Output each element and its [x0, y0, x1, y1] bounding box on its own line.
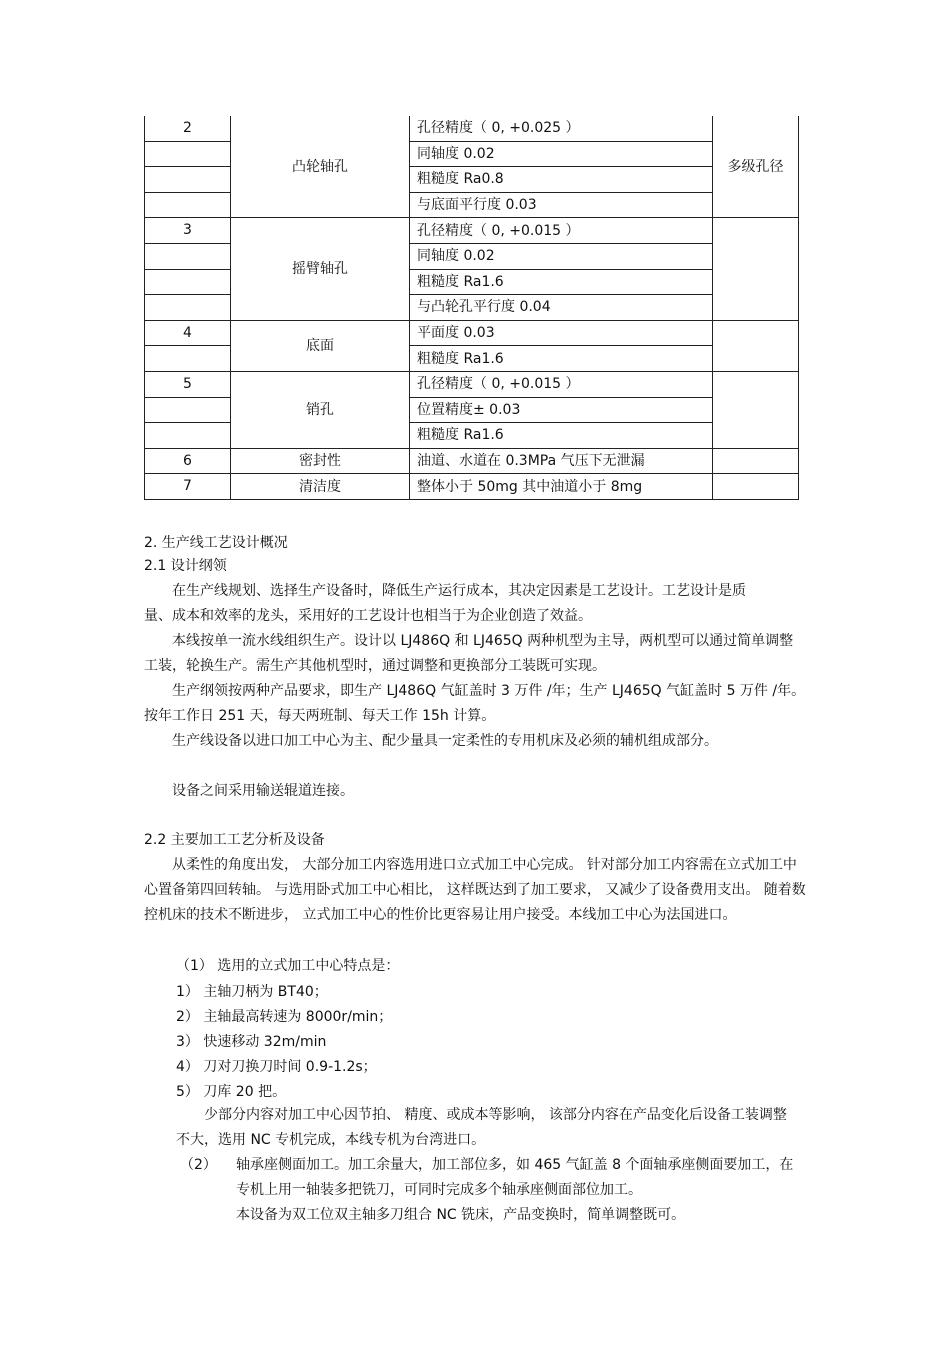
spec-table: [144, 116, 799, 500]
list-item: 4） 刀对刀换刀时间 0.9-1.2s；: [176, 1059, 377, 1075]
requirement: 与底面平行度 0.03: [410, 192, 713, 218]
requirement: 粗糙度 Ra1.6: [410, 423, 713, 449]
list-item: 5） 刀库 20 把。: [176, 1084, 287, 1100]
paragraph-bearing-seat: 轴承座侧面加工。加工余量大，加工部位多，如 465 气缸盖 8 个面轴承座侧面要加工，在专机上用一轴装多把铣刀，可同时完成多个轴承座侧面部位加工。: [236, 1157, 794, 1198]
table-row: [145, 448, 799, 474]
list-heading: （1） 选用的立式加工中心特点是：: [176, 958, 400, 974]
note: [713, 474, 799, 500]
table-row: [145, 371, 799, 397]
requirement: 孔径精度（ 0, +0.015 ）: [410, 371, 713, 397]
feature-name: 底面: [231, 320, 410, 371]
note: [713, 320, 799, 371]
requirement: 与凸轮孔平行度 0.04: [410, 295, 713, 321]
note: [713, 371, 799, 448]
section-heading: 2. 生产线工艺设计概况: [144, 535, 288, 551]
paragraph-conveyor: 设备之间采用输送辊道连接。: [172, 783, 354, 799]
note: [713, 218, 799, 320]
requirement: 孔径精度（ 0, +0.025 ）: [410, 116, 713, 141]
table-row: [145, 218, 799, 244]
list-item: 3） 快速移动 32m/min: [176, 1034, 327, 1050]
list-item: 1） 主轴刀柄为 BT40；: [176, 984, 328, 1000]
row-number-empty: [145, 397, 231, 423]
row-number-empty: [145, 192, 231, 218]
subsection-heading-2-1: 2.1 设计纲领: [144, 558, 227, 574]
row-number-empty: [145, 423, 231, 449]
row-number-empty: [145, 243, 231, 269]
table-row: [145, 320, 799, 346]
item2-number: （2）: [180, 1157, 217, 1173]
row-number: 5: [145, 371, 231, 397]
row-number: 2: [145, 116, 231, 141]
row-number-empty: [145, 269, 231, 295]
feature-name: 密封性: [231, 448, 410, 474]
row-number-empty: [145, 167, 231, 193]
requirement: 孔径精度（ 0, +0.015 ）: [410, 218, 713, 244]
requirement: 整体小于 50mg 其中油道小于 8mg: [410, 474, 713, 500]
paragraph-dual-station: 本设备为双工位双主轴多刀组合 NC 铣床，产品变换时，简单调整既可。: [236, 1207, 686, 1223]
requirement: 位置精度± 0.03: [410, 397, 713, 423]
row-number: 3: [145, 218, 231, 244]
feature-name: 摇臂轴孔: [231, 218, 410, 320]
requirement: 同轴度 0.02: [410, 141, 713, 167]
requirement: 粗糙度 Ra1.6: [410, 269, 713, 295]
row-number-empty: [145, 141, 231, 167]
note: 多级孔径: [713, 116, 799, 218]
requirement: 平面度 0.03: [410, 320, 713, 346]
feature-name: 销孔: [231, 371, 410, 448]
note: [713, 448, 799, 474]
paragraph-machining-analysis: 从柔性的角度出发， 大部分加工内容选用进口立式加工中心完成。 针对部分加工内容需在立式加工中心置备第四回转轴。 与选用卧式加工中心相比， 这样既达到了加工要求， 又减少了设备费用支出。 随着数控机床的技术不断进步， 立式加工中心的性价比更容易让用户接受。本线加工中心为法国进口。: [144, 857, 806, 923]
table-row: [145, 116, 799, 141]
spec-table-body: [145, 116, 799, 499]
row-number-empty: [145, 346, 231, 372]
table-row: [145, 474, 799, 500]
paragraph-equipment-composition: 生产线设备以进口加工中心为主、配少量具一定柔性的专用机床及必须的辅机组成部分。: [172, 733, 718, 749]
list-item: 2） 主轴最高转速为 8000r/min；: [176, 1009, 393, 1025]
subsection-heading-2-2: 2.2 主要加工工艺分析及设备: [144, 832, 325, 848]
requirement: 粗糙度 Ra1.6: [410, 346, 713, 372]
requirement: 粗糙度 Ra0.8: [410, 167, 713, 193]
requirement: 油道、水道在 0.3MPa 气压下无泄漏: [410, 448, 713, 474]
row-number: 4: [145, 320, 231, 346]
row-number: 7: [145, 474, 231, 500]
paragraph-design-intro: 在生产线规划、选择生产设备时，降低生产运行成本，其决定因素是工艺设计。工艺设计是质量、成本和效率的龙头，采用好的工艺设计也相当于为企业创造了效益。: [144, 583, 746, 624]
feature-name: 凸轮轴孔: [231, 116, 410, 218]
requirement: 同轴度 0.02: [410, 243, 713, 269]
paragraph-production-line: 本线按单一流水线组织生产。设计以 LJ486Q 和 LJ465Q 两种机型为主导，两机型可以通过简单调整工装，轮换生产。需生产其他机型时，通过调整和更换部分工装既可实现。: [144, 633, 794, 674]
paragraph-production-program: 生产纲领按两种产品要求，即生产 LJ486Q 气缸盖时 3 万件 /年；生产 LJ465Q 气缸盖时 5 万件 /年。按年工作日 251 天，每天两班制、每天工作 15h 计算。: [144, 683, 806, 724]
paragraph-nc-machines: 少部分内容对加工中心因节拍、 精度、或成本等影响， 该部分内容在产品变化后设备工装调整不大，选用 NC 专机完成，本线专机为台湾进口。: [176, 1107, 787, 1148]
row-number-empty: [145, 295, 231, 321]
row-number: 6: [145, 448, 231, 474]
feature-name: 清洁度: [231, 474, 410, 500]
